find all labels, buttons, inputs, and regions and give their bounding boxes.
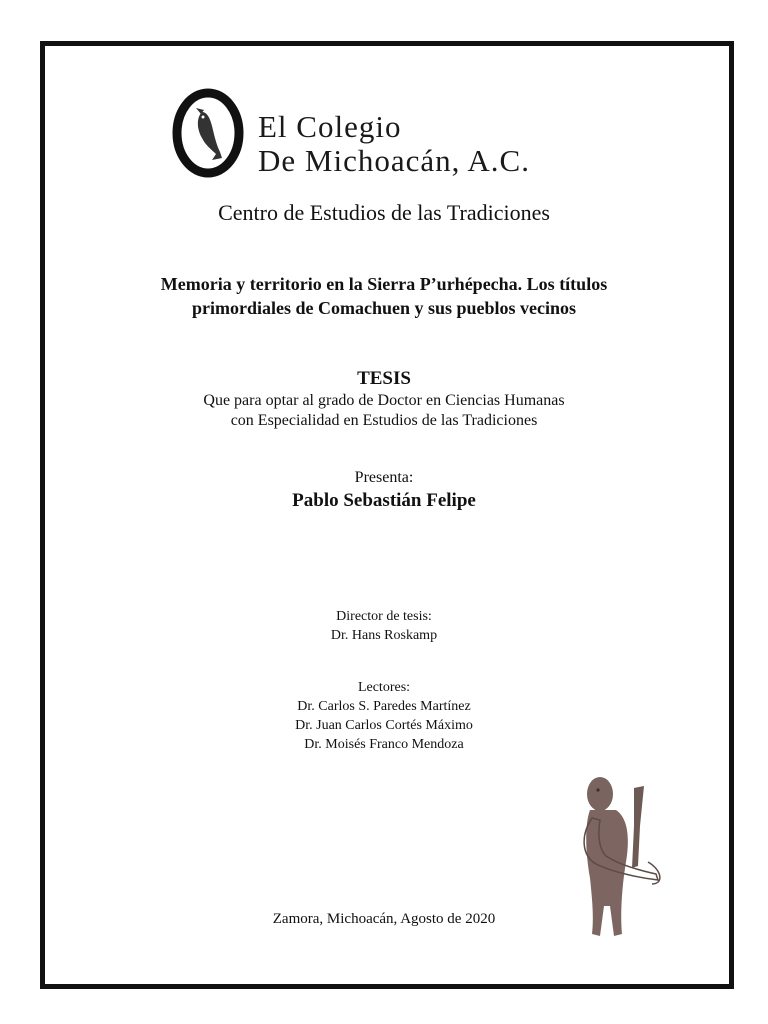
degree-line-2: con Especialidad en Estudios de las Tradiciones [230,412,538,429]
place-and-date: Zamora, Michoacán, Agosto de 2020 [272,911,496,927]
director-name: Dr. Hans Roskamp [330,628,438,643]
director-label: Director de tesis: [336,609,432,624]
institution-logo [172,88,592,184]
logo-line-1: El Colegio [258,109,402,144]
thesis-title-line-2: primordiales de Comachuen y sus pueblos vecinos [191,298,577,318]
readers-block [0,678,768,754]
thesis-title-line-1: Memoria y territorio en la Sierra P’urhépecha. Los títulos [160,274,608,294]
tesis-heading: TESIS [357,368,411,389]
fish-emblem-icon [172,88,244,178]
degree-statement [0,391,768,431]
director-block [0,607,768,645]
logo-line-2: De Michoacán, A.C. [258,143,530,178]
degree-line-1: Que para optar al grado de Doctor en Ciencias Humanas [203,392,565,409]
thesis-title [0,272,768,320]
center-name: Centro de Estudios de las Tradiciones [218,200,550,225]
readers-label: Lectores: [357,680,411,695]
author-name: Pablo Sebastián Felipe [292,490,476,511]
presenta-label: Presenta: [354,469,414,486]
reader-name: Dr. Moisés Franco Mendoza [304,737,464,752]
reader-name: Dr. Carlos S. Paredes Martínez [297,699,471,714]
logo-text [258,110,530,178]
reader-name: Dr. Juan Carlos Cortés Máximo [295,718,473,733]
